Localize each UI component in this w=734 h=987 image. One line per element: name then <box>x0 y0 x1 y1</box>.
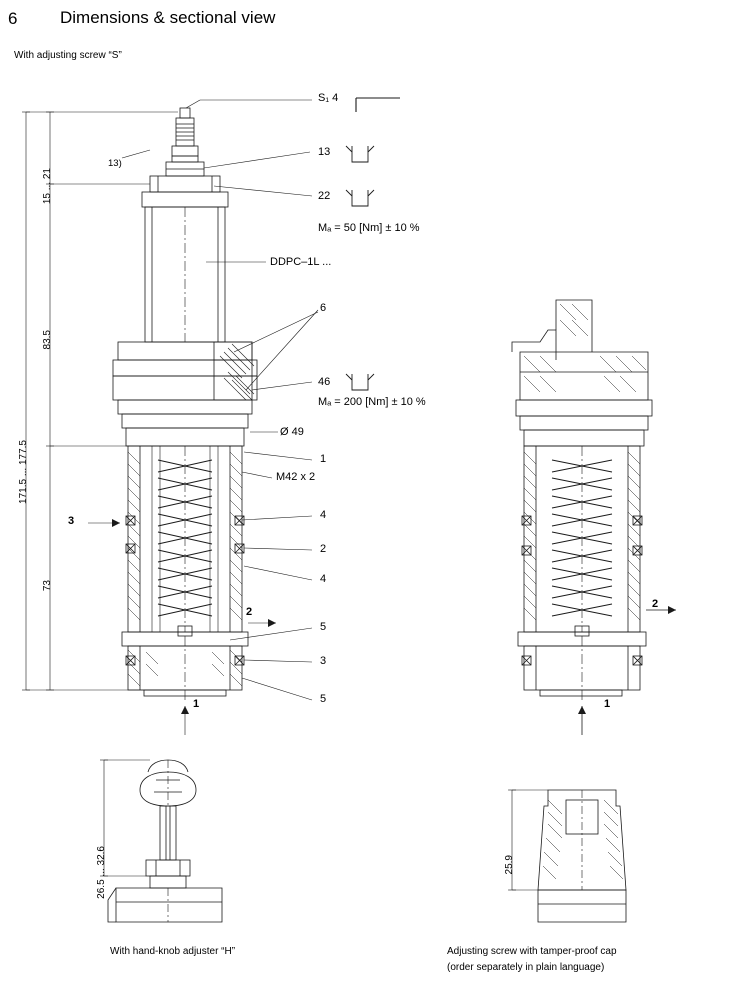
upper-hex-collar <box>150 162 220 192</box>
callout-pos-4a: 4 <box>320 509 327 521</box>
dimension-cap-height: 25.9 <box>504 855 515 875</box>
hex-key-label: S₁ 4 <box>318 92 339 104</box>
callout-pos-1: 1 <box>320 453 327 465</box>
port-label-2-right: 2 <box>652 598 659 610</box>
dimension-total: 171.5 ... 177.5 <box>18 440 29 504</box>
port-label-3: 3 <box>68 515 75 527</box>
callout-pos-5a: 5 <box>320 621 327 633</box>
port-label-1: 1 <box>193 698 200 710</box>
dimension-lower: 73 <box>42 580 53 592</box>
torque-22-label: Mₐ = 50 [Nm] ± 10 % <box>318 222 420 234</box>
callout-pos-4b: 4 <box>320 573 327 585</box>
dimension-upper: 15 ... 21 <box>42 168 53 205</box>
callout-model: DDPC–1L ... <box>270 256 332 268</box>
callout-pos-6: 6 <box>320 302 327 314</box>
torque-46-label: Mₐ = 200 [Nm] ± 10 % <box>318 396 426 408</box>
tamper-proof-cap-view <box>508 790 626 922</box>
caption-cap-line2: (order separately in plain language) <box>447 962 605 973</box>
dimension-diameter: Ø 49 <box>280 426 304 438</box>
callout-pos-5b: 5 <box>320 693 327 705</box>
wrench-icon-22 <box>346 190 374 206</box>
leader-lines <box>88 100 318 735</box>
dimension-mid: 83.5 <box>42 330 53 350</box>
subtitle: With adjusting screw “S” <box>14 50 122 61</box>
dimension-thread: M42 x 2 <box>276 471 316 483</box>
hex-key-icon <box>356 98 400 112</box>
right-sectional-view <box>512 300 676 735</box>
valve-mid-flange <box>113 342 257 446</box>
lower-port-section <box>122 626 248 700</box>
wrench-46-label: 46 <box>318 376 331 388</box>
page-title: Dimensions & sectional view <box>60 8 276 27</box>
valve-body-upper <box>142 192 228 342</box>
callout-item-13: 13) <box>108 158 122 169</box>
section-number: 6 <box>8 9 18 28</box>
port-label-1-right: 1 <box>604 698 611 710</box>
wrench-22-label: 22 <box>318 190 331 202</box>
adjusting-screw-stem <box>172 108 198 162</box>
hand-knob-view <box>100 760 222 922</box>
caption-cap-line1: Adjusting screw with tamper-proof cap <box>447 946 617 957</box>
wrench-icon-13 <box>346 146 374 162</box>
caption-hand-knob: With hand-knob adjuster “H” <box>110 946 236 957</box>
callout-pos-3a: 3 <box>320 655 327 667</box>
callout-pos-2a: 2 <box>320 543 327 555</box>
port-label-2: 2 <box>246 606 253 618</box>
dimension-knob-height: 26.5 ... 32.6 <box>96 846 107 899</box>
wrench-icon-46 <box>346 374 374 390</box>
wrench-13-label: 13 <box>318 146 331 158</box>
